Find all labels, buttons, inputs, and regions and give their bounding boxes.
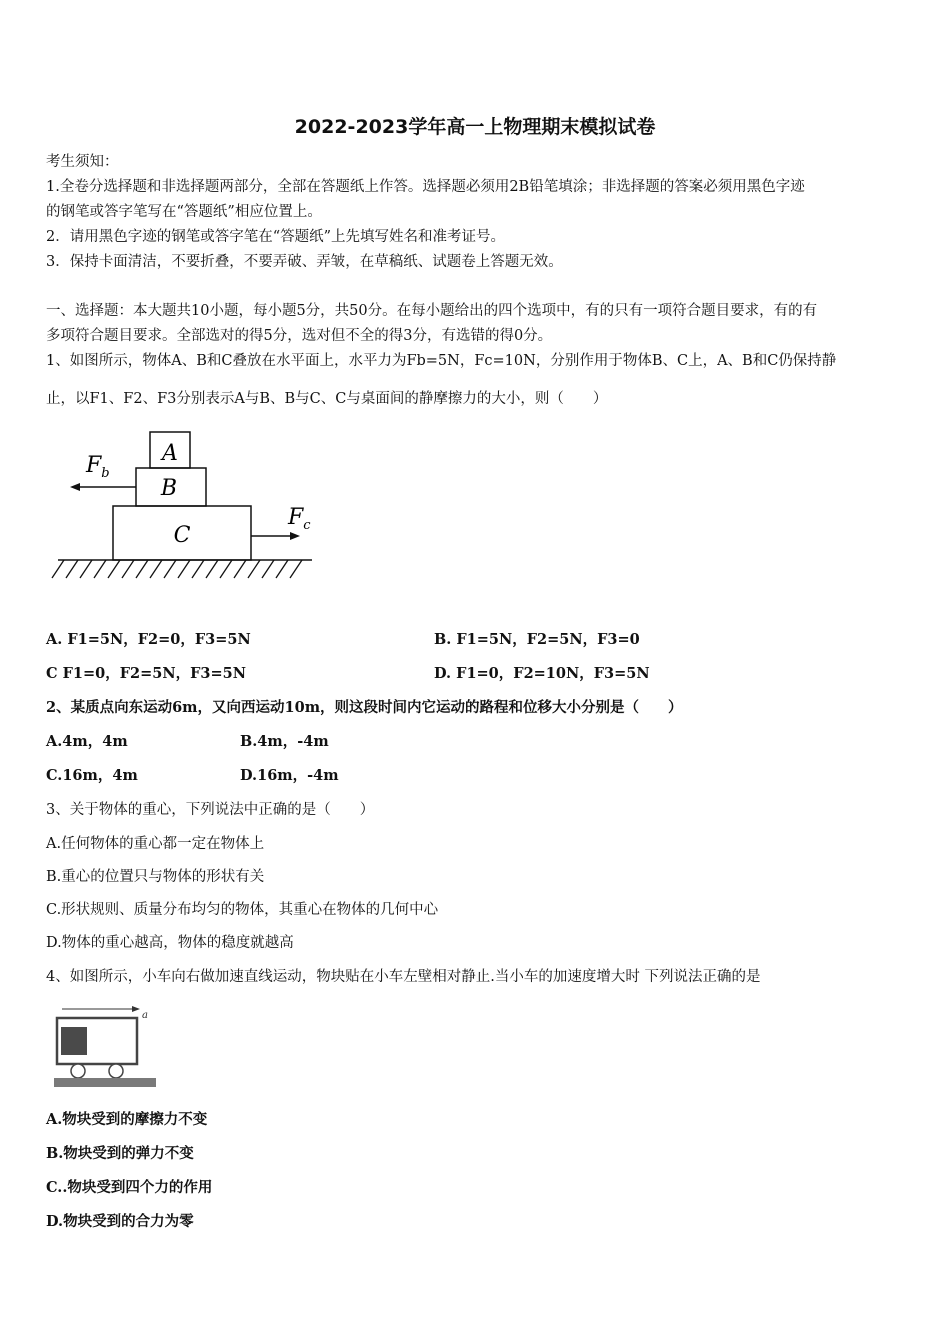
force-c-arrowhead <box>290 532 300 540</box>
q4-option-a[interactable]: A.物块受到的摩擦力不变 <box>46 1111 208 1128</box>
hatch-line <box>248 560 260 578</box>
q4-option-c[interactable]: C..物块受到四个力的作用 <box>46 1179 213 1196</box>
acceleration-arrowhead <box>132 1006 140 1012</box>
q3-option-c[interactable]: C.形状规则、质量分布均匀的物体，其重心在物体的几何中心 <box>46 902 439 918</box>
stacked-blocks-figure <box>50 428 320 588</box>
q3-option-b[interactable]: B.重心的位置只与物体的形状有关 <box>46 869 265 885</box>
ground-surface <box>54 1078 156 1087</box>
q2-option-a[interactable]: A.4m，4m <box>46 733 128 750</box>
q1-option-d[interactable]: D. F1=0，F2=10N，F3=5N <box>434 665 650 682</box>
hatch-line <box>108 560 120 578</box>
notice-heading: 考生须知： <box>46 154 119 170</box>
notice-item: 的钢笔或答字笔写在“答题纸”相应位置上。 <box>46 204 322 220</box>
section-instructions: 一、选择题：本大题共10小题，每小题5分，共50分。在每小题给出的四个选项中，有的只有一项符合题目要求，有的有 <box>46 303 818 319</box>
hatch-line <box>136 560 148 578</box>
hatch-line <box>122 560 134 578</box>
question-3-stem: 3、关于物体的重心，下列说法中正确的是（ ） <box>46 802 375 818</box>
hatch-line <box>66 560 78 578</box>
question-4-stem: 4、如图所示，小车向右做加速直线运动，物块贴在小车左壁相对静止.当小车的加速度增大时 下列说法正确的是 <box>46 969 761 985</box>
question-2-stem: 2、某质点向东运动6m，又向西运动10m，则这段时间内它运动的路程和位移大小分别是（ ） <box>46 699 683 716</box>
block-a-label: A <box>162 441 178 466</box>
hatch-line <box>262 560 274 578</box>
ground-hatching <box>52 560 302 578</box>
hatch-line <box>150 560 162 578</box>
block-c-label: C <box>173 523 191 548</box>
hatch-line <box>94 560 106 578</box>
q1-option-b[interactable]: B. F1=5N，F2=5N，F3=0 <box>434 631 640 648</box>
hatch-line <box>276 560 288 578</box>
q4-option-b[interactable]: B.物块受到的弹力不变 <box>46 1145 194 1162</box>
question-1-stem: 1、如图所示，物体A、B和C叠放在水平面上，水平力为Fb=5N，Fc=10N，分别作用于物体B、C上，A、B和C仍保持静 <box>46 353 837 369</box>
q2-option-c[interactable]: C.16m，4m <box>46 767 138 784</box>
page-title: 2022-2023学年高一上物理期末模拟试卷 <box>294 116 656 138</box>
q1-option-c[interactable]: C F1=0，F2=5N，F3=5N <box>46 665 246 682</box>
force-b-label: $F_b$ <box>86 453 110 481</box>
hatch-line <box>290 560 302 578</box>
q1-option-a[interactable]: A. F1=5N，F2=0，F3=5N <box>46 631 251 648</box>
q4-option-d[interactable]: D.物块受到的合力为零 <box>46 1213 194 1230</box>
q3-option-a[interactable]: A.任何物体的重心都一定在物体上 <box>46 836 265 852</box>
acceleration-label: a <box>142 1010 148 1021</box>
hatch-line <box>206 560 218 578</box>
hatch-line <box>80 560 92 578</box>
notice-item: 3．保持卡面清洁，不要折叠，不要弄破、弄皱，在草稿纸、试题卷上答题无效。 <box>46 254 563 270</box>
hatch-line <box>192 560 204 578</box>
hatch-line <box>234 560 246 578</box>
notice-item: 1.全卷分选择题和非选择题两部分，全部在答题纸上作答。选择题必须用2B铅笔填涂；非选择题的答案必须用黑色字迹 <box>46 179 805 195</box>
q2-option-b[interactable]: B.4m，-4m <box>240 733 329 750</box>
notice-item: 2．请用黑色字迹的钢笔或答字笔在“答题纸”上先填写姓名和准考证号。 <box>46 229 506 245</box>
q3-option-d[interactable]: D.物体的重心越高，物体的稳度就越高 <box>46 935 294 951</box>
cart-wheel-left <box>71 1064 85 1078</box>
hatch-line <box>164 560 176 578</box>
block-b-label: B <box>160 476 178 501</box>
force-b-arrowhead <box>70 483 80 491</box>
hatch-line <box>220 560 232 578</box>
hatch-line <box>178 560 190 578</box>
question-1-stem: 止，以F1、F2、F3分别表示A与B、B与C、C与桌面间的静摩擦力的大小，则（ ） <box>46 391 608 407</box>
cart-figure <box>52 1002 162 1094</box>
section-instructions: 多项符合题目要求。全部选对的得5分，选对但不全的得3分，有选错的得0分。 <box>46 328 553 344</box>
q2-option-d[interactable]: D.16m，-4m <box>240 767 339 784</box>
hatch-line <box>52 560 64 578</box>
block-on-wall <box>61 1027 87 1055</box>
cart-wheel-right <box>109 1064 123 1078</box>
force-c-label: $F_c$ <box>288 505 311 533</box>
